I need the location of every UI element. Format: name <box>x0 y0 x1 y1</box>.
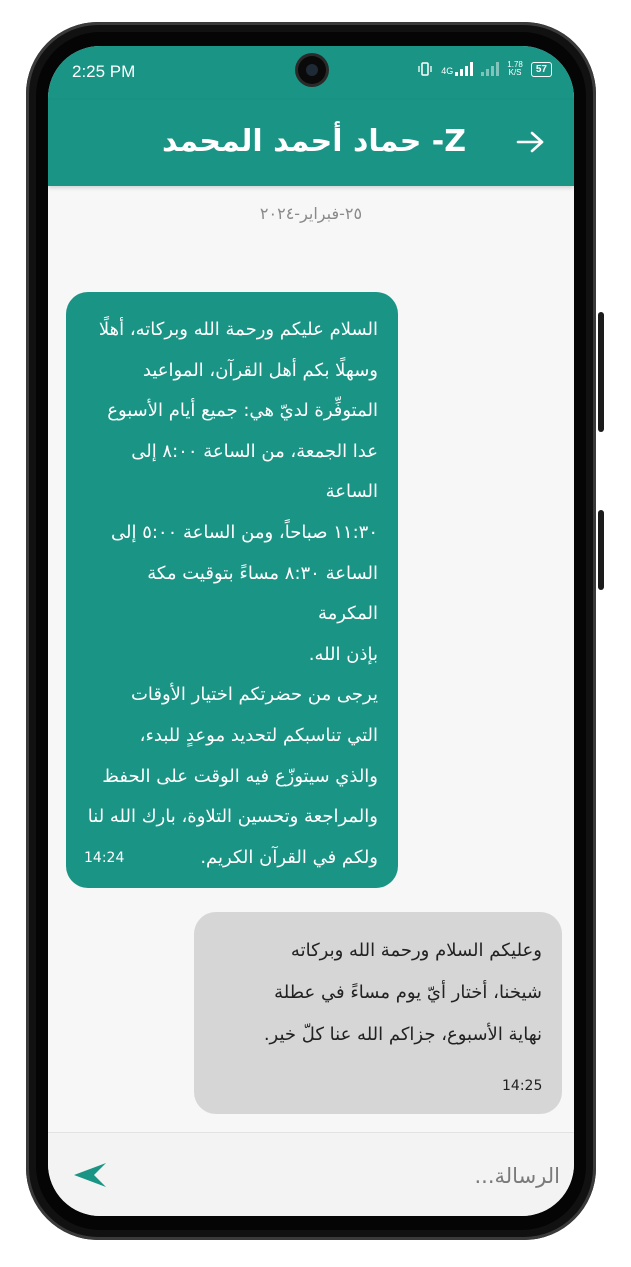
signal-icon <box>455 62 473 76</box>
volume-button <box>598 312 604 432</box>
power-button <box>598 510 604 590</box>
battery-icon: 57 <box>531 62 552 77</box>
status-bar <box>48 46 574 100</box>
send-icon[interactable] <box>70 1157 110 1193</box>
message-input-bar <box>48 1132 574 1216</box>
message-time: 14:24 <box>84 850 125 866</box>
message-bubble-outgoing[interactable] <box>66 292 398 888</box>
screen <box>48 46 574 1216</box>
signal-icon-secondary <box>481 62 499 76</box>
network-type: 4G <box>441 66 454 76</box>
front-camera <box>298 56 326 84</box>
vibrate-icon <box>417 62 433 76</box>
arrow-icon[interactable] <box>510 122 550 162</box>
contact-name: Z- حماد أحمد المحمد <box>161 124 466 159</box>
message-text: وعليكم السلام ورحمة الله وبركاته شيخنا، أختار أيّ يوم مساءً في عطلة نهاية الأسبوع، جزاكم الله عنا كلّ خير. <box>263 940 542 1045</box>
date-separator: ٢٥-فبراير-٢٠٢٤ <box>259 204 363 223</box>
phone-frame <box>26 22 596 1240</box>
status-icons <box>417 61 552 77</box>
message-text: السلام عليكم ورحمة الله وبركاته، أهلًا وسهلًا بكم أهل القرآن، المواعيد المتوفِّرة لديّ هي: جميع أيام الأسبوع عدا الجمعة، من الساعة ٨:٠٠ إلى الساعة ١١:٣٠ صباحاً، ومن الساعة ٥:٠٠ إلى الساعة ٨:٣٠ مساءً بتوقيت مكة المكرمة بإذن الله. يرجى من حضرتكم اختيار الأوقات التي تناسبكم لتحديد موعدٍ للبدء، والذي سيتوزّع فيه الوقت على الحفظ والمراجعة وتحسين التلاوة، بارك الله لنا ولكم في القرآن الكريم. <box>87 319 378 868</box>
message-input[interactable] <box>178 1155 562 1197</box>
network-speed: 1.78 K/S <box>507 60 523 77</box>
message-time: 14:25 <box>502 1078 543 1094</box>
status-time: 2:25 PM <box>72 62 136 81</box>
chat-header <box>48 100 574 186</box>
message-bubble-incoming[interactable] <box>194 912 562 1114</box>
